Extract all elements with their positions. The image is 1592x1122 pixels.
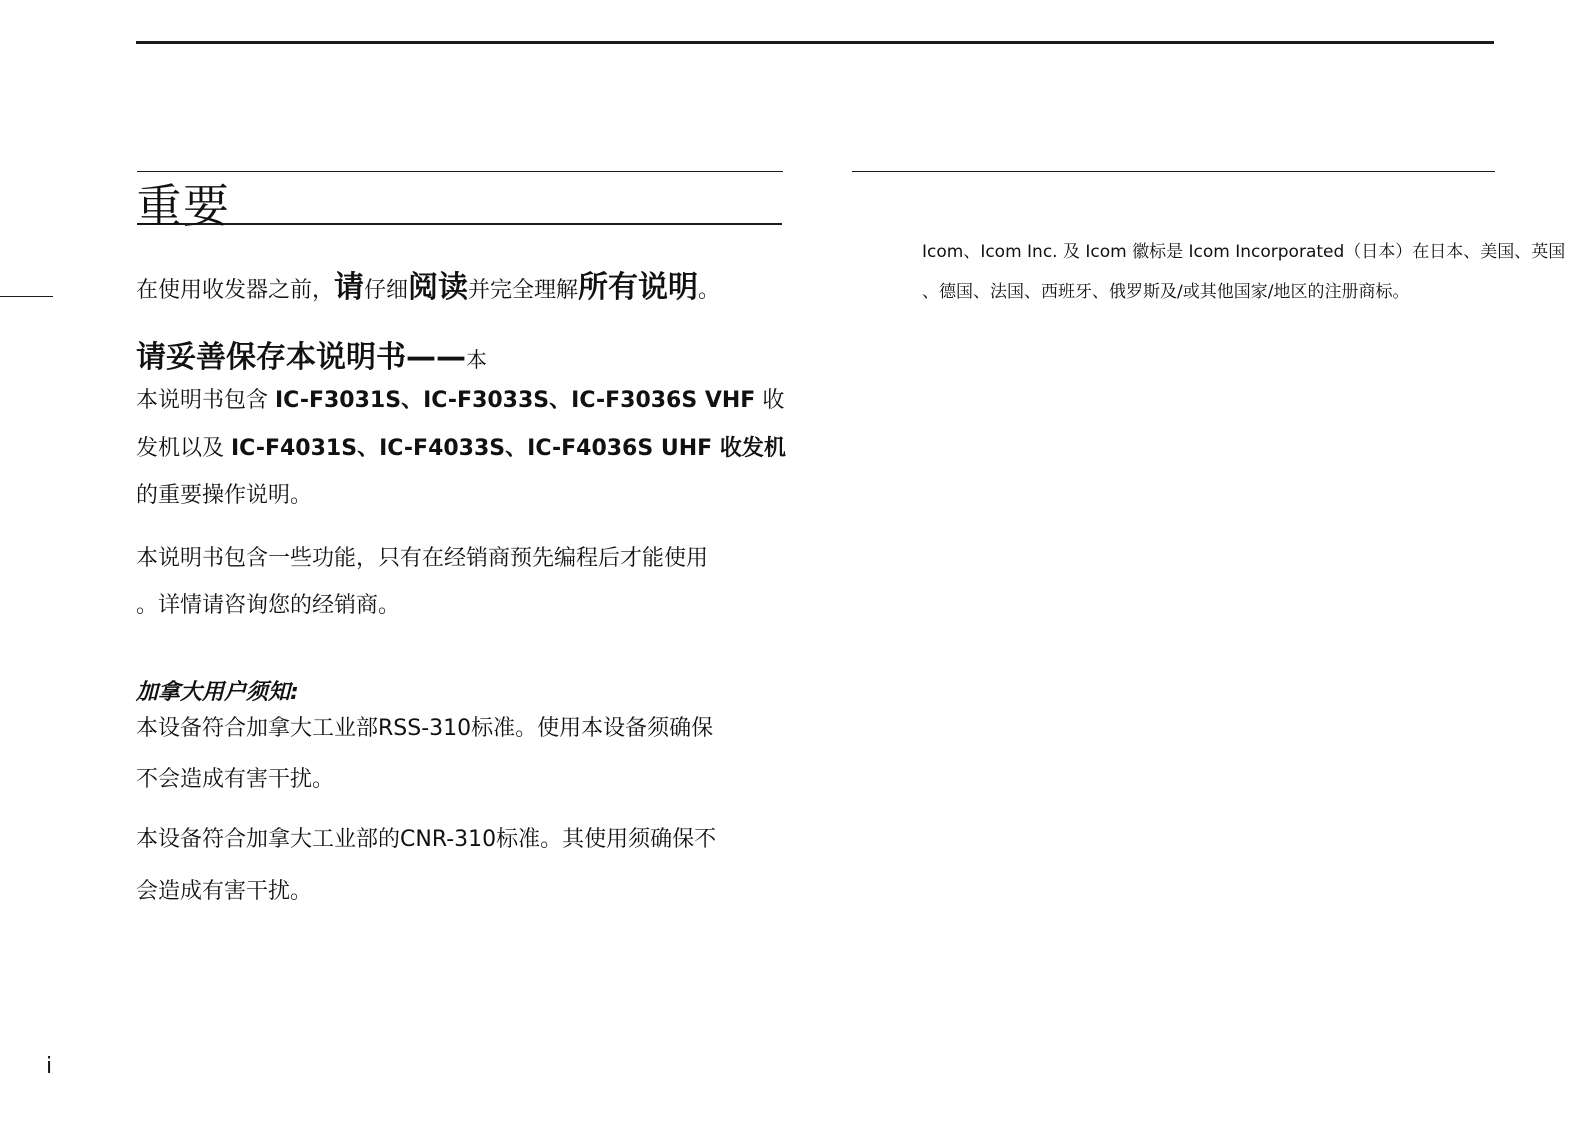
canada-notice-p2-line-2: 会造成有害干扰。 [136,879,313,904]
canada-notice-p1-line-1: 本设备符合加拿大工业部RSS-310标准。使用本设备须确保 [136,716,714,741]
models-vhf: IC-F3031S、IC-F3033S、IC-F3036S VHF [275,388,756,413]
intro-emphasis-2: 阅读 [408,270,469,305]
canada-notice-p2-line-1: 本设备符合加拿大工业部的CNR-310标准。其使用须确保不 [136,827,717,852]
keep-manual-heading-suffix: 本 [466,348,487,372]
margin-tab-marker [0,296,53,297]
intro-emphasis-3: 所有说明 [578,270,699,305]
models-text: 本说明书包含 [136,388,275,413]
models-text-tail: 收 [755,388,785,413]
intro-text-1: 在使用收发器之前， [136,278,335,303]
models-paragraph-line-1 [136,390,784,412]
models-text-2: 发机以及 [136,436,231,461]
dealer-paragraph-line-1: 本说明书包含一些功能，只有在经销商预先编程后才能使用 [136,546,709,571]
intro-text-4: 。 [698,278,721,303]
canada-notice-p1-line-2: 不会造成有害干扰。 [136,767,335,792]
intro-text-2: 仔细 [364,278,409,303]
top-rule [136,41,1494,44]
section-rule-top [137,171,783,172]
dealer-paragraph-line-2: 。详情请咨询您的经销商。 [136,593,401,618]
keep-manual-heading [136,332,487,376]
section-rule-bottom [137,223,782,225]
page-title: 重要 [136,179,230,233]
trademark-notice-line-1: Icom、Icom Inc. 及 Icom 徽标是 Icom Incorporated（日本）在日本、美国、英国 [922,242,1566,262]
models-paragraph-line-2 [136,438,786,460]
intro-emphasis-1: 请 [334,270,365,305]
models-uhf: IC-F4031S、IC-F4033S、IC-F4036S UHF 收发机 [231,436,786,461]
right-column-rule [852,171,1495,172]
keep-manual-heading-text: 请妥善保存本说明书—— [136,340,466,375]
intro-sentence [136,262,720,306]
trademark-notice-line-2: 、德国、法国、西班牙、俄罗斯及/或其他国家/地区的注册商标。 [922,282,1410,302]
page-number: i [46,1054,53,1079]
models-paragraph-line-3: 的重要操作说明。 [136,483,313,508]
canada-notice-title: 加拿大用户须知: [136,680,299,705]
intro-text-3: 并完全理解 [468,278,579,303]
